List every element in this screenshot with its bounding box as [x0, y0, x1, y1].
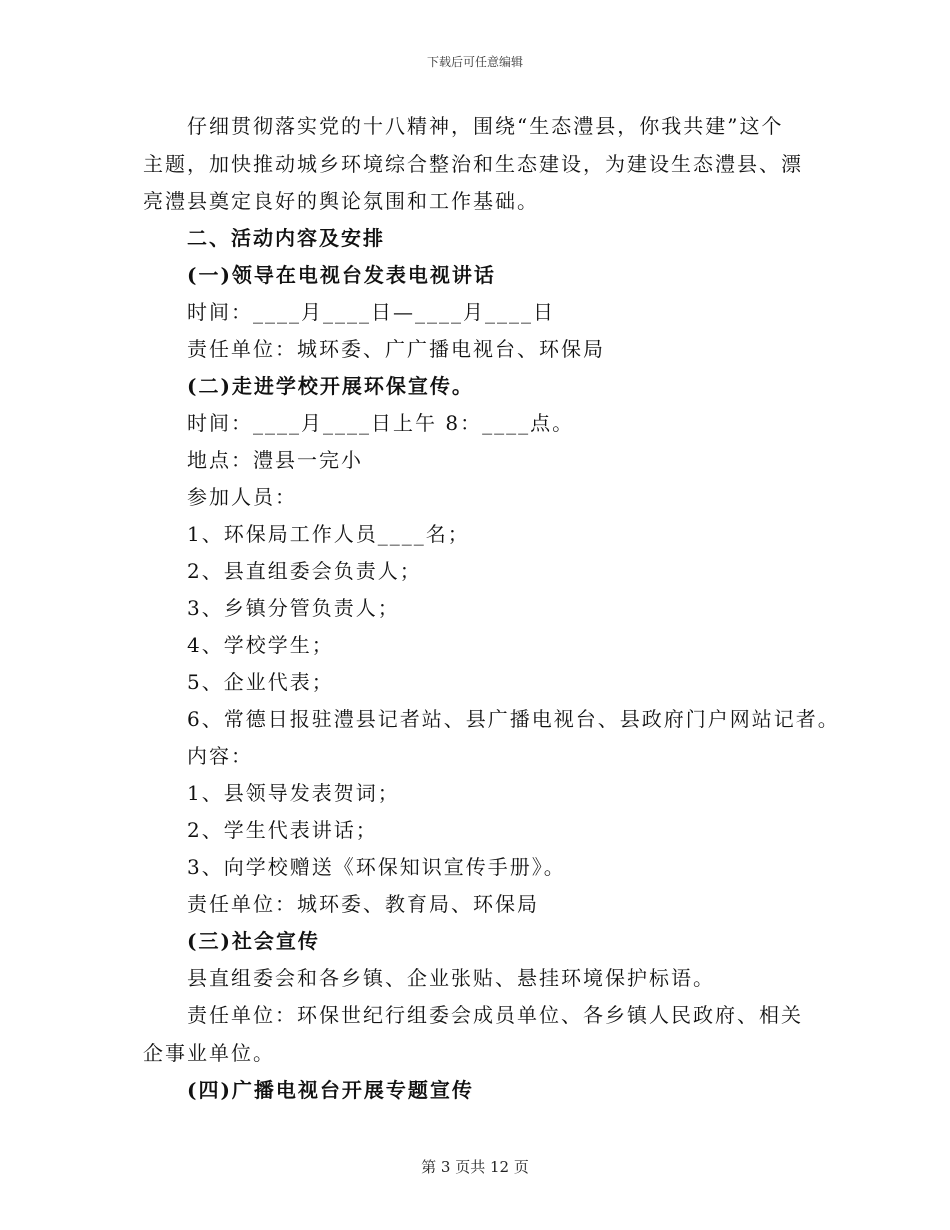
subsection-heading: (二)走进学校开展环保宣传。 — [187, 374, 474, 398]
list-item: 2、县直组委会负责人； — [187, 559, 422, 583]
subsection-heading: (一)领导在电视台发表电视讲话 — [187, 263, 496, 287]
subsection-heading: (四)广播电视台开展专题宣传 — [187, 1078, 474, 1102]
paragraph-line: 责任单位：城环委、广广播电视台、环保局 — [187, 337, 605, 361]
section-heading: 二、活动内容及安排 — [187, 226, 385, 250]
paragraph-line: 地点：澧县一完小 — [187, 448, 363, 472]
list-item: 1、环保局工作人员____名； — [187, 522, 470, 546]
paragraph-line: 责任单位：城环委、教育局、环保局 — [187, 892, 539, 916]
list-item: 2、学生代表讲话； — [187, 818, 378, 842]
list-item: 3、向学校赠送《环保知识宣传手册》。 — [187, 855, 566, 879]
paragraph-line: 仔细贯彻落实党的十八精神，围绕“生态澧县，你我共建”这个 — [187, 114, 784, 138]
list-item: 3、乡镇分管负责人； — [187, 596, 400, 620]
list-item: 1、县领导发表贺词； — [187, 781, 400, 805]
list-item: 4、学校学生； — [187, 633, 334, 657]
paragraph-line: 时间：____月____日—____月____日 — [187, 300, 555, 324]
paragraph-line: 亮澧县奠定良好的舆论氛围和工作基础。 — [143, 189, 539, 213]
paragraph-line: 参加人员： — [187, 485, 297, 509]
paragraph-line: 责任单位：环保世纪行组委会成员单位、各乡镇人民政府、相关 — [187, 1003, 803, 1027]
subsection-heading: (三)社会宣传 — [187, 929, 320, 953]
paragraph-line: 时间：____月____日上午 8：____点。 — [187, 411, 575, 435]
list-item: 6、常德日报驻澧县记者站、县广播电视台、县政府门户网站记者。 — [187, 707, 840, 731]
paragraph-line: 主题，加快推动城乡环境综合整治和生态建设，为建设生态澧县、漂 — [143, 152, 803, 176]
page-header: 下载后可任意编辑 — [426, 55, 523, 69]
paragraph-line: 企事业单位。 — [143, 1041, 275, 1065]
paragraph-line: 县直组委会和各乡镇、企业张贴、悬挂环境保护标语。 — [187, 966, 715, 990]
paragraph-line: 内容： — [187, 744, 253, 768]
list-item: 5、企业代表； — [187, 670, 334, 694]
page-footer: 第 3 页共 12 页 — [421, 1158, 529, 1176]
